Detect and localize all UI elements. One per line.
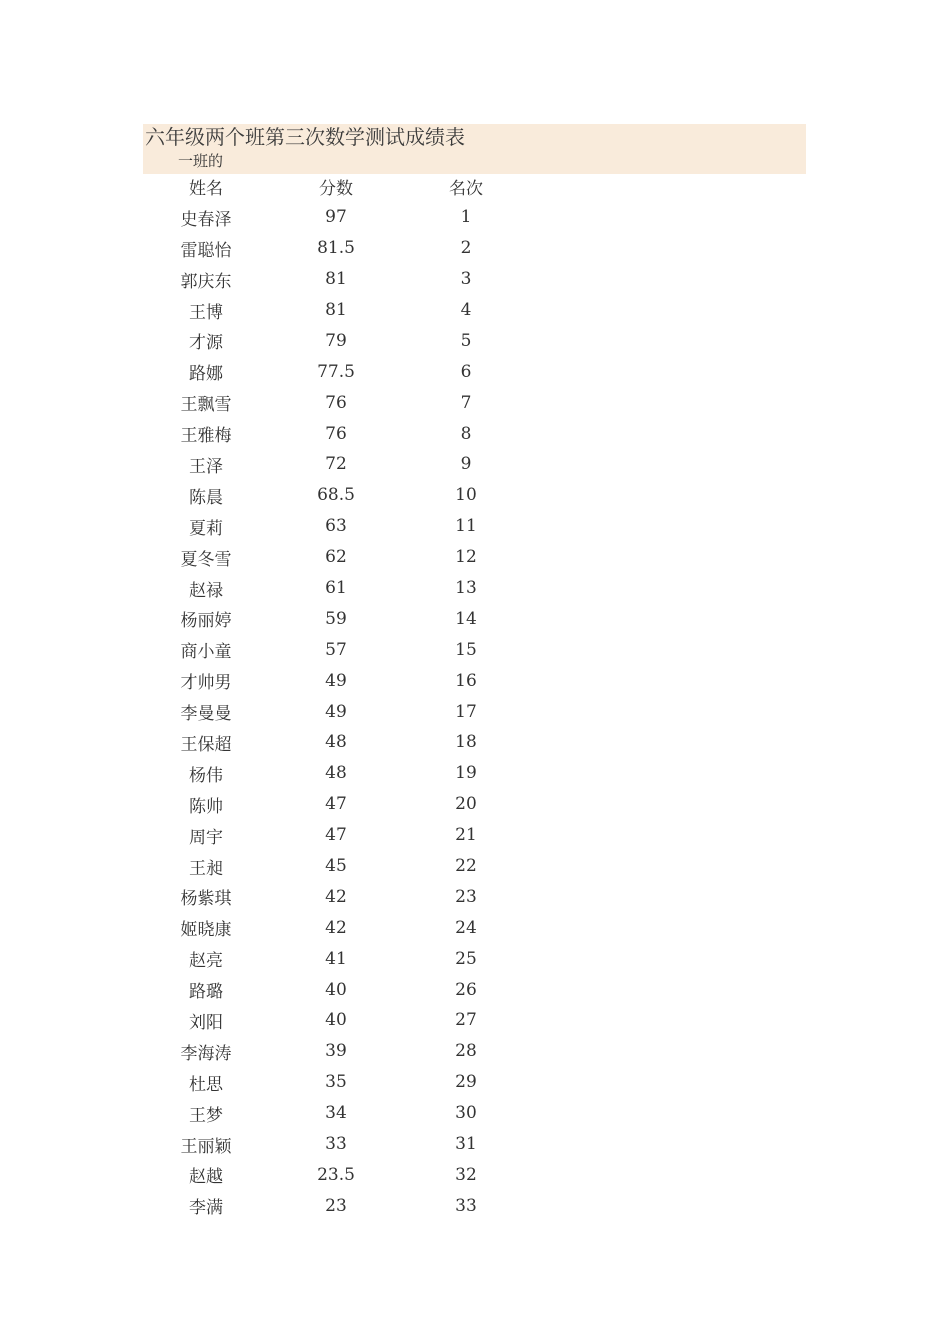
cell-score: 40	[325, 979, 347, 1000]
cell-rank: 25	[455, 948, 477, 969]
table-row	[141, 665, 541, 696]
column-header-score: 分数	[319, 178, 353, 199]
table-row	[141, 1129, 541, 1160]
table-row	[141, 789, 541, 820]
cell-score: 77.5	[317, 361, 355, 382]
table-row	[141, 727, 541, 758]
table-row	[141, 202, 541, 233]
table-row	[141, 881, 541, 912]
table-row	[141, 696, 541, 727]
table-row	[141, 387, 541, 418]
cell-rank: 10	[455, 485, 477, 506]
table-row	[141, 1005, 541, 1036]
cell-rank: 26	[455, 979, 477, 1000]
cell-score: 97	[325, 207, 347, 228]
cell-score: 40	[325, 1010, 347, 1031]
cell-score: 48	[325, 763, 347, 784]
cell-score: 76	[325, 423, 347, 444]
table-row	[141, 912, 541, 943]
table-row	[141, 974, 541, 1005]
cell-score: 79	[325, 330, 347, 351]
cell-score: 35	[325, 1072, 347, 1093]
class-label: 一班的	[178, 152, 224, 170]
cell-score: 68.5	[317, 485, 355, 506]
cell-rank: 23	[455, 886, 477, 907]
cell-score: 33	[325, 1134, 347, 1155]
cell-name: 陈帅	[189, 796, 223, 817]
table-body	[141, 202, 541, 1221]
cell-rank: 30	[455, 1103, 477, 1124]
cell-score: 59	[325, 608, 347, 629]
cell-score: 49	[325, 670, 347, 691]
column-header-rank: 名次	[449, 178, 483, 199]
cell-name: 路璐	[189, 982, 223, 1003]
table-row	[141, 233, 541, 264]
score-table	[141, 171, 541, 1221]
cell-name: 路娜	[189, 364, 223, 385]
table-row	[141, 1067, 541, 1098]
table-row	[141, 820, 541, 851]
table-row	[141, 295, 541, 326]
cell-rank: 22	[455, 856, 477, 877]
cell-rank: 18	[455, 732, 477, 753]
cell-name: 姬晓康	[180, 920, 232, 941]
cell-name: 杨伟	[189, 765, 223, 786]
cell-score: 47	[325, 794, 347, 815]
cell-score: 45	[325, 856, 347, 877]
cell-score: 23.5	[317, 1164, 355, 1185]
cell-score: 81	[325, 300, 347, 320]
page-title: 六年级两个班第三次数学测试成绩表	[145, 125, 465, 149]
cell-score: 63	[325, 516, 347, 537]
cell-rank: 15	[455, 639, 477, 660]
cell-rank: 21	[455, 825, 477, 846]
cell-name: 才帅男	[180, 673, 232, 694]
cell-score: 42	[325, 917, 347, 938]
cell-rank: 20	[455, 794, 477, 815]
cell-name: 陈晨	[189, 487, 223, 508]
table-row	[141, 542, 541, 573]
cell-name: 夏莉	[189, 518, 223, 539]
cell-score: 61	[325, 578, 347, 599]
table-row	[141, 1160, 541, 1191]
table-row	[141, 264, 541, 295]
cell-rank: 1	[460, 207, 472, 228]
cell-rank: 24	[455, 917, 477, 938]
cell-rank: 33	[455, 1195, 477, 1216]
cell-name: 李海涛	[180, 1043, 232, 1064]
cell-score: 23	[325, 1195, 347, 1216]
cell-name: 赵禄	[189, 580, 223, 601]
cell-name: 雷聪怡	[180, 240, 232, 261]
cell-name: 王博	[189, 302, 223, 323]
table-row	[141, 511, 541, 542]
table-row	[141, 1098, 541, 1129]
column-header-name: 姓名	[189, 178, 223, 199]
cell-name: 王飘雪	[180, 395, 232, 416]
cell-rank: 32	[455, 1164, 477, 1185]
cell-rank: 28	[455, 1041, 477, 1062]
cell-name: 赵亮	[189, 951, 223, 972]
table-row	[141, 356, 541, 387]
cell-rank: 19	[455, 763, 477, 784]
cell-rank: 12	[455, 547, 477, 568]
cell-rank: 2	[460, 238, 472, 259]
cell-name: 刘阳	[189, 1012, 223, 1033]
table-row	[141, 1036, 541, 1067]
cell-rank: 8	[460, 423, 472, 444]
cell-name: 王保超	[180, 734, 232, 755]
cell-score: 76	[325, 392, 347, 413]
cell-score: 81	[325, 269, 347, 290]
cell-rank: 27	[455, 1010, 477, 1031]
cell-score: 34	[325, 1103, 347, 1124]
cell-name: 杨丽婷	[180, 611, 232, 632]
cell-score: 42	[325, 886, 347, 907]
cell-name: 王昶	[189, 858, 223, 879]
cell-rank: 6	[460, 361, 472, 382]
table-row	[141, 1190, 541, 1221]
cell-rank: 9	[460, 454, 472, 475]
cell-score: 41	[325, 948, 347, 969]
cell-score: 72	[325, 454, 347, 475]
cell-rank: 29	[455, 1072, 477, 1093]
cell-rank: 7	[460, 392, 472, 413]
cell-rank: 16	[455, 670, 477, 691]
cell-name: 周宇	[189, 827, 223, 848]
table-row	[141, 449, 541, 480]
cell-name: 王泽	[189, 456, 223, 477]
table-row	[141, 943, 541, 974]
cell-name: 李曼曼	[180, 704, 232, 725]
cell-name: 杜思	[189, 1074, 223, 1095]
cell-name: 郭庆东	[180, 271, 232, 292]
cell-score: 47	[325, 825, 347, 846]
cell-name: 赵越	[189, 1167, 223, 1188]
cell-rank: 14	[455, 608, 477, 629]
cell-rank: 4	[460, 300, 472, 320]
cell-score: 57	[325, 639, 347, 660]
cell-rank: 3	[460, 269, 472, 290]
table-row	[141, 603, 541, 634]
cell-rank: 17	[455, 701, 477, 722]
cell-name: 史春泽	[180, 209, 232, 230]
cell-name: 李满	[189, 1198, 223, 1219]
cell-rank: 5	[460, 330, 472, 351]
table-header-row	[141, 171, 541, 202]
cell-name: 商小童	[180, 642, 232, 663]
cell-rank: 13	[455, 578, 477, 599]
cell-score: 39	[325, 1041, 347, 1062]
cell-name: 杨紫琪	[180, 889, 232, 910]
cell-score: 49	[325, 701, 347, 722]
table-row	[141, 851, 541, 882]
cell-name: 才源	[189, 333, 223, 354]
cell-name: 王梦	[189, 1105, 223, 1126]
table-row	[141, 325, 541, 356]
table-row	[141, 573, 541, 604]
cell-score: 48	[325, 732, 347, 753]
cell-score: 81.5	[317, 238, 355, 259]
table-row	[141, 418, 541, 449]
cell-rank: 31	[455, 1134, 477, 1155]
cell-rank: 11	[455, 516, 477, 537]
table-row	[141, 634, 541, 665]
cell-score: 62	[325, 547, 347, 568]
table-row	[141, 480, 541, 511]
cell-name: 王雅梅	[180, 426, 232, 447]
cell-name: 王丽颖	[180, 1136, 232, 1157]
table-row	[141, 758, 541, 789]
cell-name: 夏冬雪	[180, 549, 232, 570]
